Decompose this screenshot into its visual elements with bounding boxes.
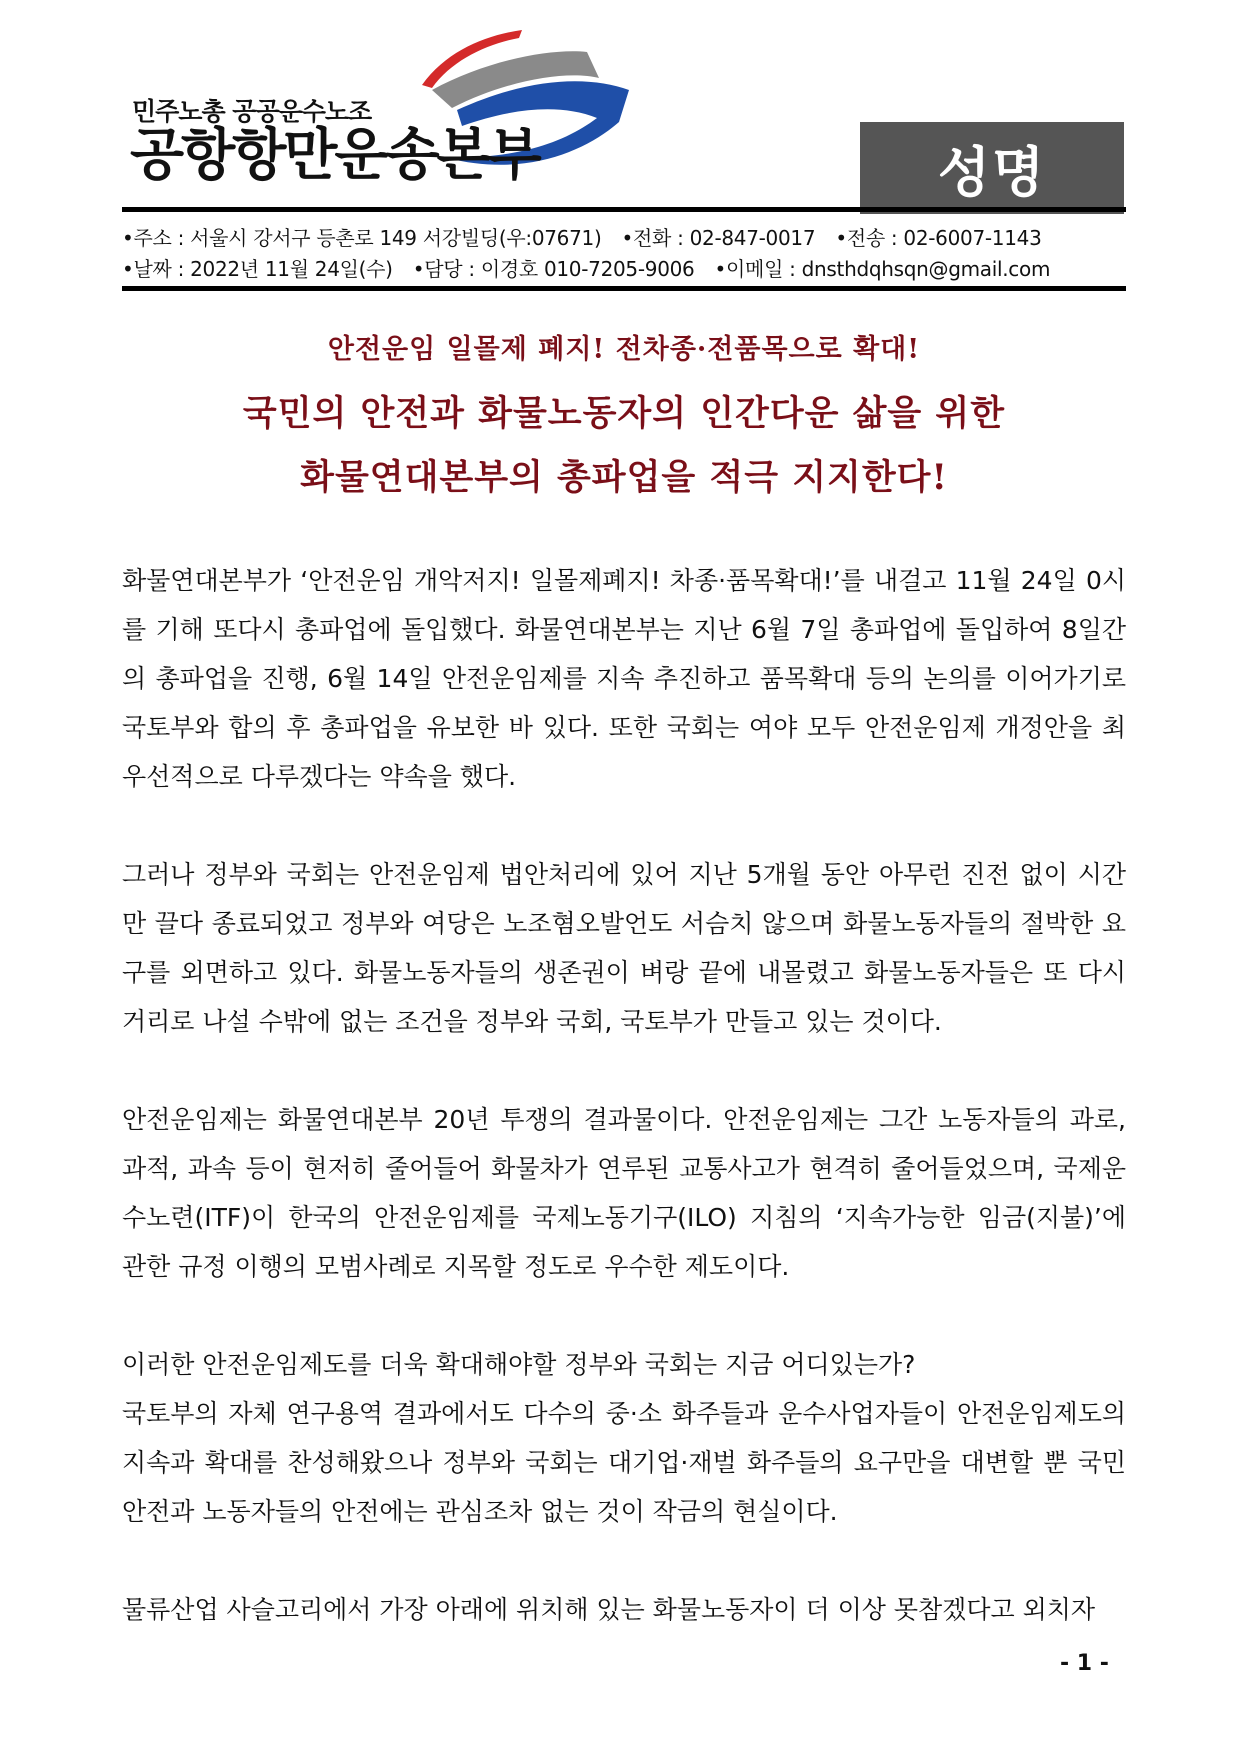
body-paragraph: 이러한 안전운임제도를 더욱 확대해야할 정부와 국회는 지금 어디있는가? — [122, 1350, 916, 1379]
body-paragraph: 물류산업 사슬고리에서 가장 아래에 위치해 있는 화물노동자이 더 이상 못참겠다고 외치자 — [122, 1595, 1096, 1624]
header-rule-bottom — [122, 286, 1126, 291]
org-name: 공항항만운송본부 — [130, 123, 539, 188]
contact-manager: •담당 : 이경호 010-7205-9006 — [412, 257, 695, 281]
title-line-1: 안전운임 일몰제 폐지! 전차종·전품목으로 확대! — [327, 334, 921, 365]
org-subtitle: 민주노총 공공운수노조 — [132, 97, 372, 126]
body-paragraph: 국토부의 자체 연구용역 결과에서도 다수의 중·소 화주들과 운수사업자들이 안전운임제도의 지속과 확대를 찬성해왔으나 정부와 국회는 대기업·재벌 화주들의 요구만을 대변할 뿐 국민 안전과 노동자들의 안전에는 관심조차 없는 것이 작금의 현실이다. — [122, 1399, 1126, 1526]
header-rule-top — [122, 207, 1126, 212]
statement-body — [122, 556, 1126, 1683]
title-line-3: 화물연대본부의 총파업을 적극 지지한다! — [300, 457, 948, 498]
contact-line-1 — [122, 222, 1126, 251]
letterhead — [122, 30, 1126, 210]
statement-titles — [122, 330, 1126, 510]
contact-date: •날짜 : 2022년 11월 24일(수) — [122, 257, 393, 281]
contact-line-2 — [122, 253, 1126, 282]
body-paragraph: 그러나 정부와 국회는 안전운임제 법안처리에 있어 지난 5개월 동안 아무런 진전 없이 시간만 끌다 종료되었고 정부와 여당은 노조혐오발언도 서슴치 않으며 화물노동자들의 절박한 요구를 외면하고 있다. 화물노동자들의 생존권이 벼랑 끝에 내몰렸고 화물노동자들은 또 다시 거리로 나설 수밖에 없는 조건을 정부와 국회, 국토부가 만들고 있는 것이다. — [122, 860, 1126, 1036]
contact-address: •주소 : 서울시 강서구 등촌로 149 서강빌딩(우:07671) — [122, 226, 602, 250]
contact-phone: •전화 : 02-847-0017 — [621, 226, 816, 250]
page-number: - 1 - — [1060, 1651, 1109, 1676]
contact-fax: •전송 : 02-6007-1143 — [835, 226, 1042, 250]
document-type-badge: 성명 — [860, 122, 1124, 214]
contact-email: •이메일 : dnsthdqhsqn@gmail.com — [714, 257, 1051, 281]
body-paragraph: 안전운임제는 화물연대본부 20년 투쟁의 결과물이다. 안전운임제는 그간 노동자들의 과로, 과적, 과속 등이 현저히 줄어들어 화물차가 연루된 교통사고가 현격히 줄어들었으며, 국제운수노련(ITF)이 한국의 안전운임제를 국제노동기구(ILO) 지침의 ‘지속가능한 임금(지불)’에 관한 규정 이행의 모범사례로 지목할 정도로 우수한 제도이다. — [122, 1105, 1126, 1281]
title-line-2: 국민의 안전과 화물노동자의 인간다운 삶을 위한 — [242, 393, 1006, 434]
body-paragraph: 화물연대본부가 ‘안전운임 개악저지! 일몰제폐지! 차종·품목확대!’를 내걸고 11월 24일 0시를 기해 또다시 총파업에 돌입했다. 화물연대본부는 지난 6월 7일 총파업에 돌입하여 8일간의 총파업을 진행, 6월 14일 안전운임제를 지속 추진하고 품목확대 등의 논의를 이어가기로 국토부와 합의 후 총파업을 유보한 바 있다. 또한 국회는 여야 모두 안전운임제 개정안을 최우선적으로 다루겠다는 약속을 했다. — [122, 566, 1126, 791]
